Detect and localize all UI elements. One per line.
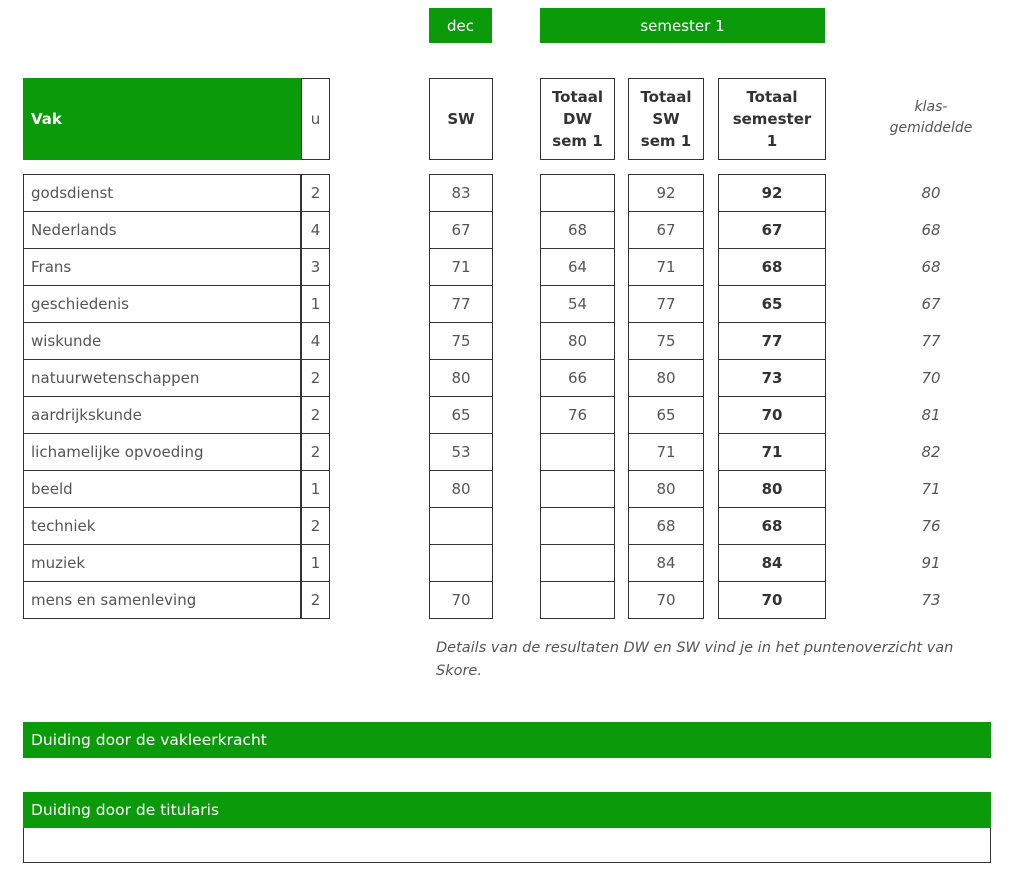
klasgemiddelde-value: 68 [921, 221, 941, 239]
u-cell-value: 3 [310, 258, 321, 276]
vak-cell-value: lichamelijke opvoeding [31, 443, 204, 461]
vak-cell [23, 582, 301, 619]
totaal-semester-cell-value: 71 [761, 443, 783, 461]
sw-header [429, 78, 493, 160]
totaal-semester-cell [718, 249, 826, 286]
u-cell [301, 360, 330, 397]
details-note-line1: Details van de resultaten DW en SW vind je in het puntenoverzicht van [436, 640, 954, 656]
totaal-sw-cell-value: 70 [656, 591, 676, 609]
totaal-dw-cell [540, 360, 615, 397]
totaal-sw-cell [628, 471, 704, 508]
vak-cell-value: natuurwetenschappen [31, 369, 200, 387]
totaal-sw-cell-value: 71 [656, 443, 676, 461]
totaal-semester-cell-value: 77 [761, 332, 783, 350]
u-cell [301, 212, 330, 249]
sw-cell [429, 471, 493, 508]
klasgemiddelde-value: 71 [921, 480, 941, 498]
vak-cell-value: wiskunde [31, 332, 102, 350]
totaal-dw-cell-value: 68 [567, 221, 588, 239]
totaal-sw-cell [628, 286, 704, 323]
u-cell-value: 2 [310, 406, 321, 424]
u-cell [301, 249, 330, 286]
totaal-sw-cell-value: 80 [656, 369, 676, 387]
totaal-sw-cell-value: 84 [656, 554, 676, 572]
totaal-semester-cell [718, 582, 826, 619]
vak-cell-value: muziek [31, 554, 86, 572]
totaal-sw-cell-value: 67 [656, 221, 676, 239]
totaal-semester-cell-value: 67 [761, 221, 783, 239]
totaal-dw-cell [540, 249, 615, 286]
totaal-sw-cell [628, 249, 704, 286]
totaal-sw-cell [628, 323, 704, 360]
totaal-sw-cell-value: 77 [656, 295, 676, 313]
totaal-semester-cell-value: 68 [761, 517, 783, 535]
totaal-dw-cell-value: 66 [567, 369, 588, 387]
totaal-dw-line3: sem 1 [552, 132, 603, 150]
totaal-semester-cell [718, 360, 826, 397]
totaal-sem-line2: semester [732, 110, 812, 128]
sw-header-label: SW [447, 110, 475, 128]
sw-cell-value: 83 [451, 184, 471, 202]
vak-cell-value: beeld [31, 480, 73, 498]
u-cell [301, 471, 330, 508]
totaal-semester-cell [718, 286, 826, 323]
totaal-dw-cell [540, 397, 615, 434]
totaal-sw-cell-value: 65 [656, 406, 676, 424]
totaal-dw-cell [540, 212, 615, 249]
klasgemiddelde-value: 67 [921, 295, 941, 313]
details-note [436, 637, 996, 683]
totaal-sw-cell [628, 397, 704, 434]
vak-cell [23, 360, 301, 397]
klasgemiddelde-value: 77 [921, 332, 941, 350]
duiding-titularis-box [23, 828, 991, 863]
totaal-semester-cell [718, 323, 826, 360]
u-cell-value: 2 [310, 591, 321, 609]
totaal-dw-cell [540, 323, 615, 360]
sw-cell-value: 80 [451, 480, 471, 498]
totaal-sw-line2: SW [652, 110, 680, 128]
vak-cell [23, 471, 301, 508]
totaal-dw-cell [540, 508, 615, 545]
totaal-dw-cell [540, 434, 615, 471]
duiding-vakleerkracht-header [23, 722, 991, 758]
totaal-semester-cell-value: 84 [761, 554, 783, 572]
totaal-dw-cell-value: 54 [567, 295, 588, 313]
sw-cell [429, 323, 493, 360]
klasgemiddelde-value: 68 [921, 258, 941, 276]
totaal-semester-cell-value: 70 [761, 406, 783, 424]
totaal-semester-cell [718, 397, 826, 434]
totaal-dw-cell [540, 174, 615, 212]
u-cell-value: 2 [310, 443, 321, 461]
totaal-dw-cell [540, 471, 615, 508]
totaal-dw-cell [540, 582, 615, 619]
vak-cell-value: mens en samenleving [31, 591, 197, 609]
totaal-sw-cell [628, 360, 704, 397]
totaal-semester-cell-value: 80 [761, 480, 783, 498]
totaal-dw-cell-value: 80 [567, 332, 588, 350]
u-cell [301, 434, 330, 471]
u-cell-value: 2 [310, 184, 321, 202]
dec-header-bar [429, 8, 492, 43]
totaal-semester-cell [718, 434, 826, 471]
sw-cell-value: 71 [451, 258, 471, 276]
totaal-sw-cell-value: 71 [656, 258, 676, 276]
vak-cell [23, 286, 301, 323]
u-header [301, 78, 330, 160]
totaal-dw-header [540, 78, 615, 160]
u-cell [301, 286, 330, 323]
sw-cell [429, 434, 493, 471]
totaal-semester-header [718, 78, 826, 160]
totaal-dw-cell-value: 76 [567, 406, 588, 424]
totaal-dw-cell [540, 286, 615, 323]
totaal-semester-cell-value: 70 [761, 591, 783, 609]
sw-cell-value: 70 [451, 591, 471, 609]
totaal-semester-cell [718, 508, 826, 545]
u-header-label: u [310, 110, 321, 128]
totaal-sw-cell [628, 174, 704, 212]
u-cell [301, 323, 330, 360]
u-cell-value: 4 [310, 221, 321, 239]
u-cell-value: 1 [310, 554, 321, 572]
vak-cell [23, 212, 301, 249]
duiding-titularis-header [23, 792, 991, 828]
u-cell-value: 2 [310, 517, 321, 535]
vak-cell [23, 323, 301, 360]
klasgemiddelde-header [876, 97, 986, 139]
sw-cell [429, 508, 493, 545]
totaal-sw-cell-value: 75 [656, 332, 676, 350]
klasgemiddelde-value: 82 [921, 443, 941, 461]
vak-cell-value: geschiedenis [31, 295, 129, 313]
totaal-dw-cell [540, 545, 615, 582]
vak-cell [23, 174, 301, 212]
duiding-titularis-label: Duiding door de titularis [31, 801, 220, 819]
klasgemiddelde-value: 81 [921, 406, 941, 424]
vak-cell-value: aardrijkskunde [31, 406, 142, 424]
totaal-sw-cell [628, 545, 704, 582]
vak-cell-value: techniek [31, 517, 96, 535]
totaal-semester-cell [718, 174, 826, 212]
sw-cell-value: 75 [451, 332, 471, 350]
u-cell-value: 4 [310, 332, 321, 350]
sw-cell-value: 80 [451, 369, 471, 387]
vak-header-label: Vak [31, 110, 62, 128]
details-note-line2: Skore. [436, 663, 482, 679]
semester-label: semester 1 [640, 16, 725, 35]
sw-cell [429, 582, 493, 619]
u-cell-value: 1 [310, 480, 321, 498]
u-cell [301, 397, 330, 434]
duiding-vakleerkracht-label: Duiding door de vakleerkracht [31, 731, 267, 749]
semester-header-bar [540, 8, 825, 43]
totaal-semester-cell-value: 65 [761, 295, 783, 313]
klasgemiddelde-value: 70 [921, 369, 941, 387]
klasgemiddelde-value: 80 [921, 184, 941, 202]
vak-cell [23, 397, 301, 434]
vak-cell [23, 508, 301, 545]
klas-line1: klas- [914, 99, 948, 115]
totaal-semester-cell [718, 545, 826, 582]
vak-cell [23, 249, 301, 286]
klas-line2: gemiddelde [889, 120, 973, 136]
vak-cell-value: Nederlands [31, 221, 117, 239]
totaal-dw-line2: DW [563, 110, 592, 128]
vak-cell [23, 545, 301, 582]
totaal-sw-line3: sem 1 [640, 132, 692, 150]
u-cell [301, 545, 330, 582]
totaal-sw-cell-value: 68 [656, 517, 676, 535]
totaal-semester-cell [718, 471, 826, 508]
totaal-sem-line3: 1 [766, 132, 778, 150]
totaal-semester-cell-value: 73 [761, 369, 783, 387]
klasgemiddelde-value: 91 [921, 554, 941, 572]
vak-cell [23, 434, 301, 471]
sw-cell-value: 67 [451, 221, 471, 239]
totaal-sem-line1: Totaal [746, 88, 798, 106]
u-cell [301, 174, 330, 212]
vak-header [23, 78, 301, 160]
sw-cell [429, 397, 493, 434]
totaal-dw-cell-value: 64 [567, 258, 588, 276]
klasgemiddelde-value: 76 [921, 517, 941, 535]
sw-cell [429, 212, 493, 249]
totaal-sw-cell [628, 434, 704, 471]
totaal-sw-cell [628, 212, 704, 249]
vak-cell-value: Frans [31, 258, 72, 276]
totaal-sw-cell-value: 92 [656, 184, 676, 202]
dec-label: dec [447, 16, 474, 35]
totaal-sw-cell-value: 80 [656, 480, 676, 498]
totaal-semester-cell-value: 68 [761, 258, 783, 276]
totaal-sw-header [628, 78, 704, 160]
sw-cell [429, 286, 493, 323]
u-cell [301, 582, 330, 619]
totaal-sw-cell [628, 508, 704, 545]
u-cell [301, 508, 330, 545]
sw-cell [429, 249, 493, 286]
sw-cell [429, 360, 493, 397]
totaal-dw-line1: Totaal [551, 88, 604, 106]
totaal-semester-cell [718, 212, 826, 249]
sw-cell [429, 545, 493, 582]
totaal-sw-cell [628, 582, 704, 619]
klasgemiddelde-value: 73 [921, 591, 941, 609]
sw-cell-value: 77 [451, 295, 471, 313]
totaal-semester-cell-value: 92 [761, 184, 783, 202]
sw-cell-value: 65 [451, 406, 471, 424]
u-cell-value: 1 [310, 295, 321, 313]
vak-cell-value: godsdienst [31, 184, 114, 202]
u-cell-value: 2 [310, 369, 321, 387]
sw-cell [429, 174, 493, 212]
sw-cell-value: 53 [451, 443, 471, 461]
totaal-sw-line1: Totaal [640, 88, 692, 106]
